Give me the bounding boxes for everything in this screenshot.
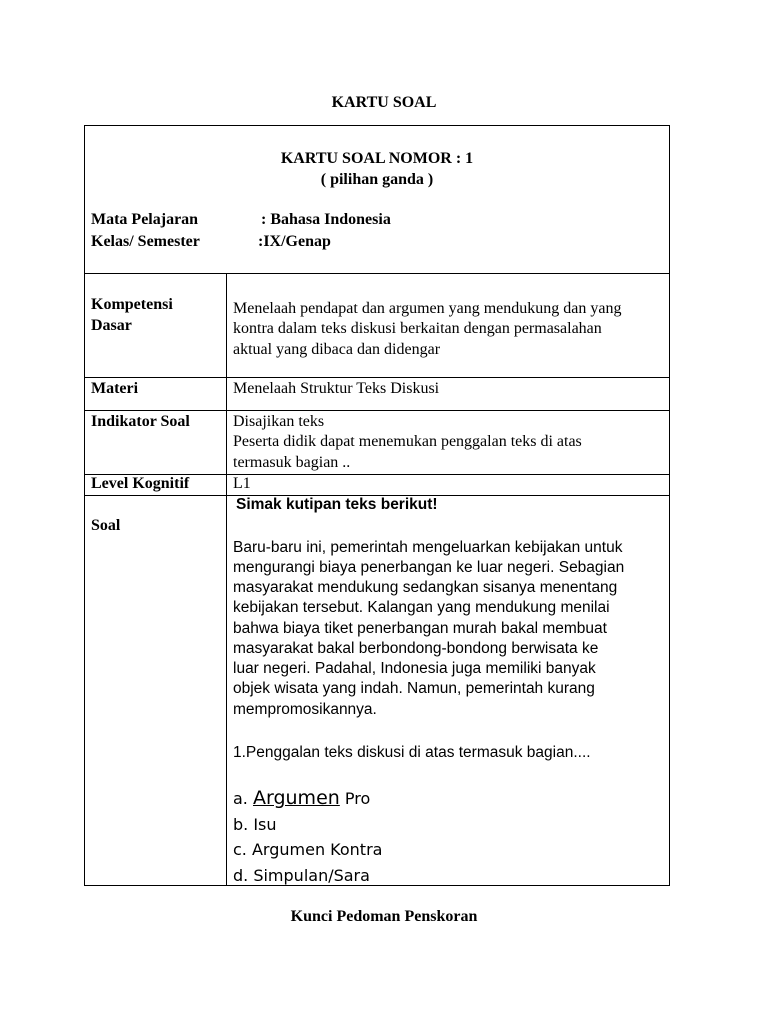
passage-line: masyarakat mendukung sedangkan sisanya menentang	[233, 579, 618, 596]
kd-value-line: kontra dalam teks diskusi berkaitan dengan permasalahan	[233, 320, 602, 337]
level-label: Level Kognitif	[91, 475, 190, 492]
option-d: d. Simpulan/Sara	[233, 866, 370, 885]
indikator-value-line: Peserta didik dapat menemukan penggalan teks di atas	[233, 433, 582, 450]
class-semester-value: :IX/Genap	[258, 233, 331, 250]
passage-line: Baru-baru ini, pemerintah mengeluarkan kebijakan untuk	[233, 539, 623, 556]
indikator-value-line: termasuk bagian ..	[233, 454, 351, 471]
document-title: KARTU SOAL	[331, 94, 437, 111]
materi-label: Materi	[91, 380, 139, 397]
passage-line: mempromosikannya.	[233, 701, 377, 718]
passage-line: bahwa biaya tiket penerbangan murah bakal membuat	[233, 620, 607, 637]
option-a-keyword: Argumen	[252, 787, 340, 809]
kd-label-line-1: Kompetensi	[91, 296, 173, 313]
question-text: 1.Penggalan teks diskusi di atas termasuk bagian....	[233, 744, 591, 761]
row-divider	[85, 410, 669, 411]
row-divider	[85, 273, 669, 274]
option-a	[233, 786, 370, 811]
card-subheading: ( pilihan ganda )	[320, 171, 434, 188]
passage-line: objek wisata yang indah. Namun, pemerintah kurang	[233, 680, 595, 697]
soal-label: Soal	[91, 517, 121, 534]
card-heading: KARTU SOAL NOMOR : 1	[280, 150, 474, 167]
option-b: b. Isu	[233, 815, 277, 834]
column-divider	[226, 273, 227, 886]
class-semester-label: Kelas/ Semester	[91, 233, 200, 250]
subject-value: : Bahasa Indonesia	[261, 211, 391, 228]
indikator-value-line: Disajikan teks	[233, 413, 325, 430]
kd-label-line-2: Dasar	[91, 317, 132, 334]
level-value: L1	[233, 475, 251, 492]
passage-line: masyarakat bakal berbondong-bondong berwisata ke	[233, 640, 599, 657]
passage-line: mengurangi biaya penerbangan ke luar negeri. Sebagian	[233, 559, 625, 576]
materi-value: Menelaah Struktur Teks Diskusi	[233, 380, 440, 397]
question-card	[84, 125, 670, 886]
passage-line: luar negeri. Padahal, Indonesia juga memiliki banyak	[233, 660, 596, 677]
passage-line: kebijakan tersebut. Kalangan yang mendukung menilai	[233, 599, 610, 616]
kd-value-line: aktual yang dibaca dan didengar	[233, 341, 441, 358]
option-c: c. Argumen Kontra	[233, 840, 383, 859]
option-a-suffix: Pro	[339, 789, 371, 808]
answer-key-title: Kunci Pedoman Penskoran	[290, 908, 478, 925]
kd-value-line: Menelaah pendapat dan argumen yang mendukung dan yang	[233, 300, 622, 317]
row-divider	[85, 377, 669, 378]
subject-label: Mata Pelajaran	[91, 211, 199, 228]
soal-instruction: Simak kutipan teks berikut!	[236, 496, 438, 513]
option-a-prefix: a.	[233, 789, 253, 808]
indikator-label: Indikator Soal	[91, 413, 190, 430]
